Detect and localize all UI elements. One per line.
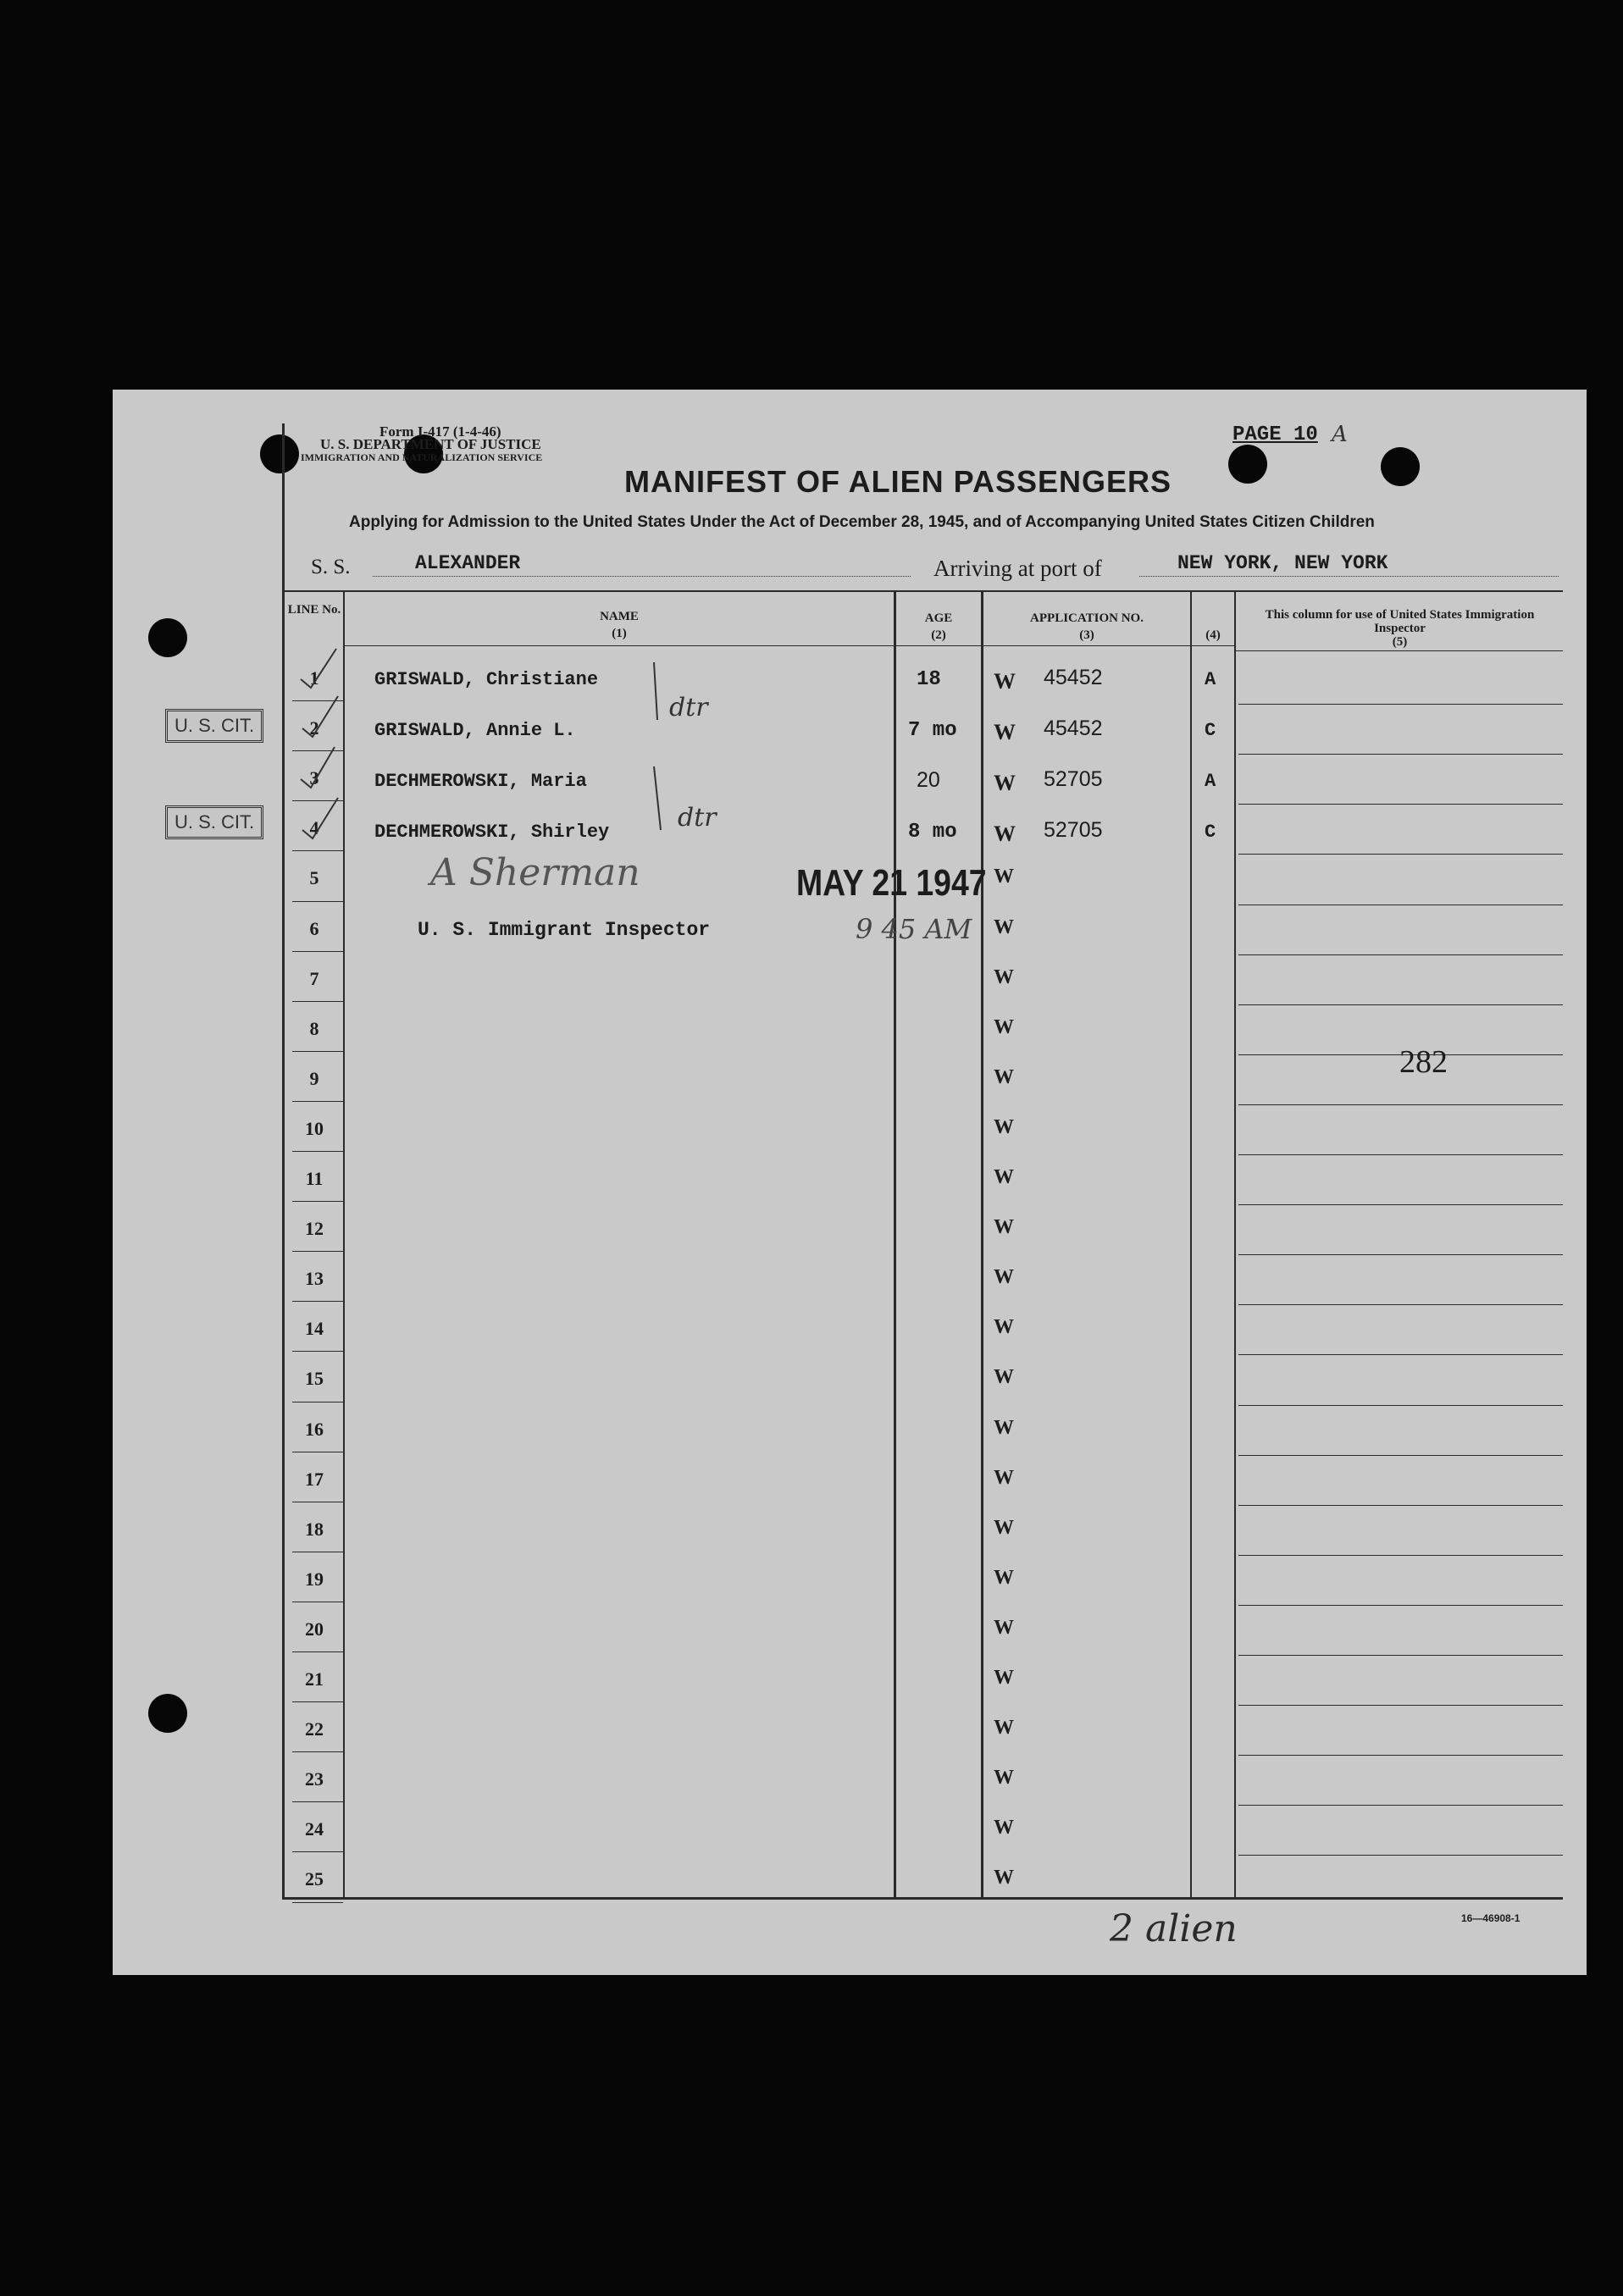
- passenger-age: 7 mo: [908, 719, 957, 742]
- row-rule: [292, 1351, 343, 1352]
- row-rule: [292, 1051, 343, 1052]
- passenger-age: 20: [917, 768, 940, 792]
- application-prefix: W: [994, 1616, 1014, 1639]
- row-rule: [1238, 804, 1563, 805]
- application-prefix: W: [994, 866, 1014, 888]
- line-number: 18: [305, 1518, 324, 1540]
- header-col4-num: (4): [1205, 628, 1221, 642]
- row-rule: [292, 1751, 343, 1752]
- application-prefix: W: [994, 1817, 1014, 1840]
- application-prefix: W: [994, 1566, 1014, 1589]
- classification-code: A: [1205, 669, 1216, 690]
- row-rule: [292, 1151, 343, 1152]
- application-prefix: W: [994, 1266, 1014, 1289]
- port-underline: [1139, 576, 1559, 578]
- page-suffix: A: [1332, 422, 1348, 447]
- header-application: APPLICATION NO.: [1030, 611, 1144, 625]
- line-number: 2: [309, 717, 319, 739]
- row-rule: [1238, 854, 1563, 855]
- inspector-title: U. S. Immigrant Inspector: [418, 919, 711, 941]
- application-prefix: W: [994, 1216, 1014, 1239]
- application-number: 45452: [1044, 666, 1103, 689]
- form-id: Form I-417 (1-4-46): [379, 423, 501, 440]
- row-rule: [292, 1801, 343, 1802]
- punch-hole: [1228, 445, 1267, 484]
- row-rule: [1238, 1154, 1563, 1155]
- header-age: AGE: [924, 611, 953, 625]
- row-rule: [1238, 1104, 1563, 1105]
- dtr-note: dtr: [678, 803, 717, 833]
- line-number: 16: [305, 1418, 324, 1440]
- application-number: 52705: [1044, 767, 1103, 791]
- row-rule: [292, 1651, 343, 1652]
- ship-name: ALEXANDER: [415, 552, 521, 574]
- line-number: 3: [309, 767, 319, 789]
- row-rule: [292, 1201, 343, 1202]
- row-rule: [1238, 1805, 1563, 1806]
- form-number: 16—46908-1: [1461, 1912, 1521, 1924]
- time-stamp: 9 45 AM: [856, 913, 972, 945]
- line-number: 8: [309, 1017, 319, 1039]
- punch-hole: [1381, 447, 1420, 486]
- margin-number: 282: [1399, 1044, 1448, 1080]
- column-divider: [894, 590, 896, 1897]
- passenger-name: GRISWALD, Annie L.: [374, 720, 576, 741]
- classification-code: A: [1205, 771, 1216, 792]
- page-title: MANIFEST OF ALIEN PASSENGERS: [624, 464, 1172, 499]
- line-number: 25: [305, 1868, 324, 1890]
- application-prefix: W: [994, 916, 1014, 938]
- row-rule: [1238, 704, 1563, 705]
- application-prefix: W: [994, 1166, 1014, 1188]
- application-prefix: W: [994, 1516, 1014, 1539]
- row-rule: [1238, 1655, 1563, 1656]
- line-number: 24: [305, 1818, 324, 1840]
- header-rule: [896, 645, 981, 646]
- row-rule: [292, 1851, 343, 1852]
- row-rule: [1238, 1354, 1563, 1355]
- line-number: 6: [309, 917, 319, 939]
- page-subtitle: Applying for Admission to the United States Under the Act of December 28, 1945, and of Accompanying United States Citizen Children: [349, 513, 1375, 531]
- line-number: 20: [305, 1618, 324, 1640]
- us-citizen-stamp: U. S. CIT.: [165, 709, 263, 743]
- line-number: 7: [309, 967, 319, 989]
- application-prefix: W: [994, 1115, 1014, 1138]
- ship-label: S. S.: [311, 556, 351, 578]
- application-prefix: W: [994, 1767, 1014, 1790]
- header-age-num: (2): [931, 628, 946, 642]
- application-prefix: W: [994, 669, 1016, 694]
- row-rule: [1238, 1204, 1563, 1205]
- alien-count-note: 2 alien: [1110, 1907, 1238, 1950]
- port-label: Arriving at port of: [933, 556, 1102, 581]
- application-prefix: W: [994, 1015, 1014, 1038]
- application-prefix: W: [994, 1466, 1014, 1489]
- application-prefix: W: [994, 1366, 1014, 1389]
- row-rule: [1238, 1505, 1563, 1506]
- column-divider: [981, 590, 983, 1897]
- line-number: 14: [305, 1318, 324, 1340]
- line-number: 10: [305, 1117, 324, 1139]
- line-number: 21: [305, 1668, 324, 1690]
- passenger-age: 18: [917, 668, 941, 691]
- line-number: 4: [309, 817, 319, 839]
- table-top-border: [282, 590, 1563, 592]
- row-rule: [292, 1251, 343, 1252]
- line-number: 17: [305, 1468, 324, 1490]
- column-divider: [1190, 590, 1192, 1897]
- line-number: 1: [309, 667, 319, 689]
- row-rule: [1238, 1555, 1563, 1556]
- row-rule: [1238, 1705, 1563, 1706]
- row-rule: [1238, 1455, 1563, 1456]
- header-rule: [1190, 645, 1234, 646]
- header-name: NAME: [600, 610, 639, 623]
- row-rule: [1238, 954, 1563, 955]
- passenger-name: DECHMEROWSKI, Shirley: [374, 822, 610, 843]
- service-name: IMMIGRATION AND NATURALIZATION SERVICE: [301, 451, 543, 463]
- row-rule: [292, 901, 343, 902]
- line-number: 11: [305, 1168, 324, 1189]
- page-label: PAGE 10: [1232, 423, 1318, 446]
- passenger-age: 8 mo: [908, 821, 957, 844]
- line-number: 13: [305, 1268, 324, 1290]
- punch-hole: [148, 1694, 187, 1733]
- header-rule: [1236, 650, 1563, 651]
- line-number: 12: [305, 1218, 324, 1240]
- row-rule: [292, 1902, 343, 1903]
- row-rule: [1238, 1254, 1563, 1255]
- row-rule: [1238, 1605, 1563, 1606]
- header-line-no: LINE No.: [287, 603, 341, 617]
- application-prefix: W: [994, 1316, 1014, 1339]
- application-prefix: W: [994, 720, 1016, 744]
- row-rule: [292, 1001, 343, 1002]
- row-rule: [1238, 1855, 1563, 1856]
- row-rule: [292, 1301, 343, 1302]
- line-number: 5: [309, 867, 319, 889]
- application-prefix: W: [994, 1065, 1014, 1088]
- department-name: U. S. DEPARTMENT OF JUSTICE: [320, 436, 541, 452]
- application-prefix: W: [994, 822, 1016, 846]
- ship-underline: [373, 576, 911, 578]
- row-rule: [1238, 1004, 1563, 1005]
- header-rule: [983, 645, 1190, 646]
- classification-code: C: [1205, 822, 1216, 843]
- row-rule: [292, 951, 343, 952]
- punch-hole: [148, 618, 187, 657]
- table-left-border: [282, 423, 285, 1899]
- port-name: NEW YORK, NEW YORK: [1177, 552, 1388, 574]
- application-prefix: W: [994, 1416, 1014, 1439]
- column-divider: [1234, 590, 1236, 1897]
- application-prefix: W: [994, 1717, 1014, 1740]
- checkmark-icon: [292, 644, 352, 851]
- row-rule: [1238, 1405, 1563, 1406]
- row-rule: [1238, 1304, 1563, 1305]
- line-number: 15: [305, 1368, 324, 1390]
- row-rule: [1238, 754, 1563, 755]
- punch-hole: [260, 434, 299, 473]
- header-name-num: (1): [612, 627, 627, 640]
- passenger-name: DECHMEROWSKI, Maria: [374, 771, 587, 792]
- header-inspector-column: This column for use of United States Immigration Inspector: [1265, 608, 1535, 635]
- application-prefix: W: [994, 965, 1014, 988]
- line-number: 23: [305, 1768, 324, 1790]
- passenger-name: GRISWALD, Christiane: [374, 669, 599, 690]
- row-rule: [292, 1101, 343, 1102]
- application-prefix: W: [994, 771, 1016, 795]
- application-prefix: W: [994, 1667, 1014, 1689]
- inspector-signature: A Sherman: [430, 851, 640, 894]
- header-inspector-num: (5): [1392, 635, 1408, 649]
- header-application-num: (3): [1079, 628, 1094, 642]
- date-stamp: MAY 21 1947: [796, 862, 987, 904]
- line-number: 9: [309, 1067, 319, 1089]
- us-citizen-stamp: U. S. CIT.: [165, 805, 263, 839]
- application-number: 52705: [1044, 818, 1103, 842]
- application-number: 45452: [1044, 716, 1103, 740]
- line-number: 19: [305, 1568, 324, 1590]
- line-number: 22: [305, 1718, 324, 1740]
- header-rule: [343, 645, 894, 646]
- row-rule: [292, 1701, 343, 1702]
- dtr-note: dtr: [669, 693, 708, 722]
- classification-code: C: [1205, 720, 1216, 741]
- table-bottom-border: [282, 1897, 1563, 1900]
- application-prefix: W: [994, 1867, 1014, 1889]
- row-rule: [1238, 1755, 1563, 1756]
